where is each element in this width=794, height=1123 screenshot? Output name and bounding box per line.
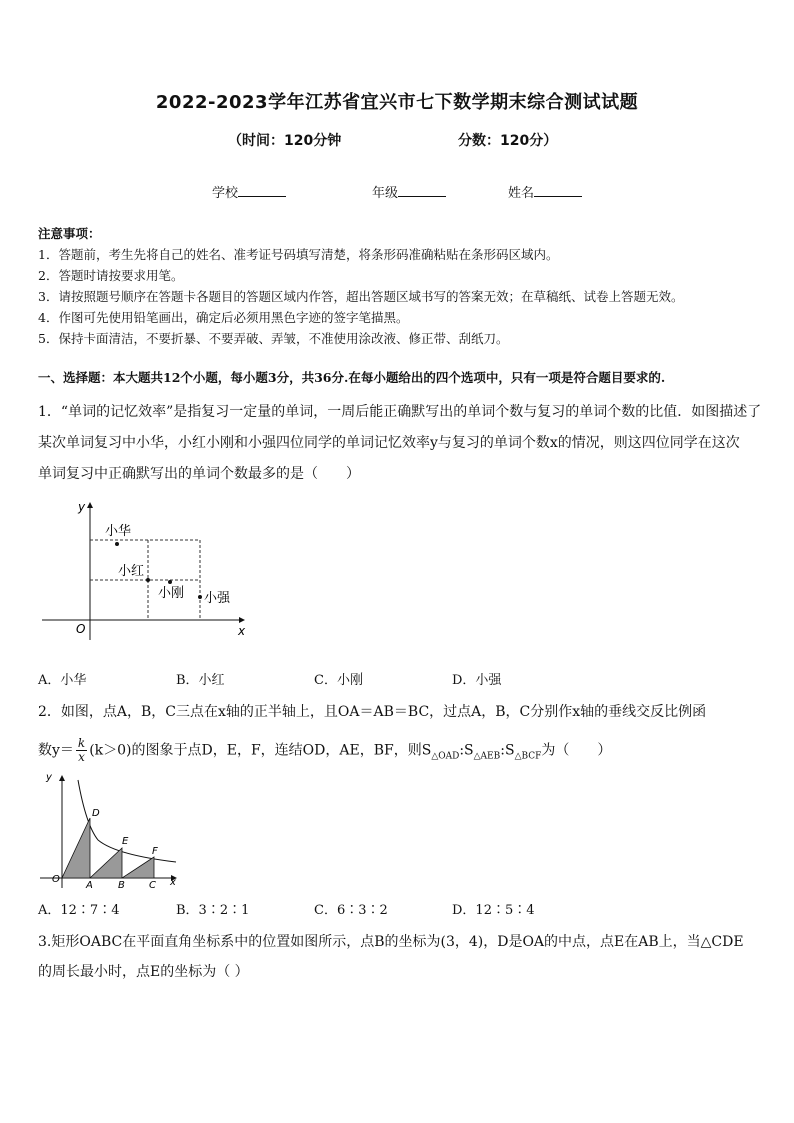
point-xiaogang xyxy=(168,580,172,584)
x-axis-label: x xyxy=(238,624,246,638)
point-label-a: A xyxy=(86,880,93,891)
point-label: 小华 xyxy=(105,524,132,539)
point-label: 小强 xyxy=(204,591,231,606)
point-label-c: C xyxy=(149,880,156,891)
q1-option-c[interactable]: C．小刚 xyxy=(314,673,363,688)
q1-graph xyxy=(38,495,258,645)
q2-graph xyxy=(36,770,186,892)
point-xiaoqiang xyxy=(198,595,202,599)
q2-text xyxy=(38,737,611,764)
point-label: 小红 xyxy=(118,564,145,579)
point-label-e: E xyxy=(122,836,129,847)
q2-option-d[interactable]: D．12∶5∶4 xyxy=(452,903,535,918)
q2-text-part: :S xyxy=(500,742,515,759)
section-heading: 一、选择题：本大题共12个小题，每小题3分，共36分.在每小题给出的四个选项中，只有一项是符合题目要求的. xyxy=(38,370,666,385)
q2-text-part: (k＞0)的图象于点D，E，F，连结OD，AE，BF，则S xyxy=(89,742,432,759)
grade-field[interactable] xyxy=(372,182,446,201)
q1-option-b[interactable]: B．小红 xyxy=(176,673,225,688)
q1-text: 1．“单词的记忆效率”是指复习一定量的单词，一周后能正确默写出的单词个数与复习的单词个数的比值．如图描述了 xyxy=(38,404,762,420)
grade-label: 年级 xyxy=(372,186,399,201)
x-axis-label: x xyxy=(170,877,176,888)
q3-text: 的周长最小时，点E的坐标为（ ） xyxy=(38,964,249,980)
notice-heading: 注意事项： xyxy=(38,226,101,241)
y-axis-label: y xyxy=(78,500,86,514)
q2-text-part: 为（ ） xyxy=(541,742,612,759)
point-xiaohua xyxy=(115,542,119,546)
point-xiaohong xyxy=(146,578,150,582)
name-field[interactable] xyxy=(508,182,582,201)
q2-text: 2．如图，点A，B，C三点在x轴的正半轴上，且OA＝AB＝BC，过点A，B，C分别作x轴的垂线交反比例函 xyxy=(38,704,707,720)
notice-item: 4．作图可先使用铅笔画出，确定后必须用黑色字迹的签字笔描黑。 xyxy=(38,310,409,325)
school-label: 学校 xyxy=(212,186,239,201)
school-blank[interactable] xyxy=(238,184,286,197)
point-label: 小刚 xyxy=(158,586,185,601)
point-label-f: F xyxy=(152,846,158,857)
school-field[interactable] xyxy=(212,182,286,201)
subscript: △BCF xyxy=(514,751,542,762)
subscript: △OAD xyxy=(431,751,460,762)
fraction xyxy=(76,737,87,764)
q2-text-part: :S xyxy=(459,742,474,759)
q1-text: 某次单词复习中小华，小红小刚和小强四位同学的单词记忆效率y与复习的单词个数x的情况，则这四位同学在这次 xyxy=(38,435,740,451)
fraction-denominator: x xyxy=(78,750,85,764)
q1-text: 单词复习中正确默写出的单词个数最多的是（ ） xyxy=(38,466,360,482)
q3-text: 3.矩形OABC在平面直角坐标系中的位置如图所示，点B的坐标为(3，4)，D是OA的中点，点E在AB上，当△CDE xyxy=(38,934,744,950)
notice-item: 2．答题时请按要求用笔。 xyxy=(38,268,184,283)
fraction-numerator: k xyxy=(77,736,86,750)
name-label: 姓名 xyxy=(508,186,535,201)
triangle-aeb xyxy=(90,848,122,878)
q2-text-part: 数y＝ xyxy=(38,742,74,759)
time-label: （时间：120分钟 xyxy=(228,133,342,149)
score-label: 分数：120分） xyxy=(458,133,558,149)
q2-option-a[interactable]: A．12∶7∶4 xyxy=(38,903,120,918)
q2-option-b[interactable]: B．3∶2∶1 xyxy=(176,903,250,918)
q1-option-d[interactable]: D．小强 xyxy=(452,673,502,688)
notice-item: 3．请按照题号顺序在答题卡各题目的答题区域内作答，超出答题区域书写的答案无效；在草稿纸、试卷上答题无效。 xyxy=(38,289,684,304)
point-label-b: B xyxy=(118,880,125,891)
triangle-oad xyxy=(62,818,90,878)
notice-item: 5．保持卡面清洁，不要折暴、不要弄破、弄皱，不准使用涂改液、修正带、刮纸刀。 xyxy=(38,331,509,346)
q1-option-a[interactable]: A．小华 xyxy=(38,673,87,688)
origin-label: O xyxy=(76,622,86,636)
triangle-bcf xyxy=(122,857,154,878)
hyperbola-curve xyxy=(78,780,176,862)
point-label-d: D xyxy=(92,808,100,819)
notice-item: 1．答题前，考生先将自己的姓名、准考证号码填写清楚，将条形码准确粘贴在条形码区域内。 xyxy=(38,247,559,262)
page-title: 2022-2023学年江苏省宜兴市七下数学期末综合测试试题 xyxy=(155,92,639,113)
q2-option-c[interactable]: C．6∶3∶2 xyxy=(314,903,388,918)
subscript: △AEB xyxy=(473,751,501,762)
name-blank[interactable] xyxy=(534,184,582,197)
origin-label: O xyxy=(52,874,60,885)
grade-blank[interactable] xyxy=(398,184,446,197)
y-axis-label: y xyxy=(46,772,52,783)
